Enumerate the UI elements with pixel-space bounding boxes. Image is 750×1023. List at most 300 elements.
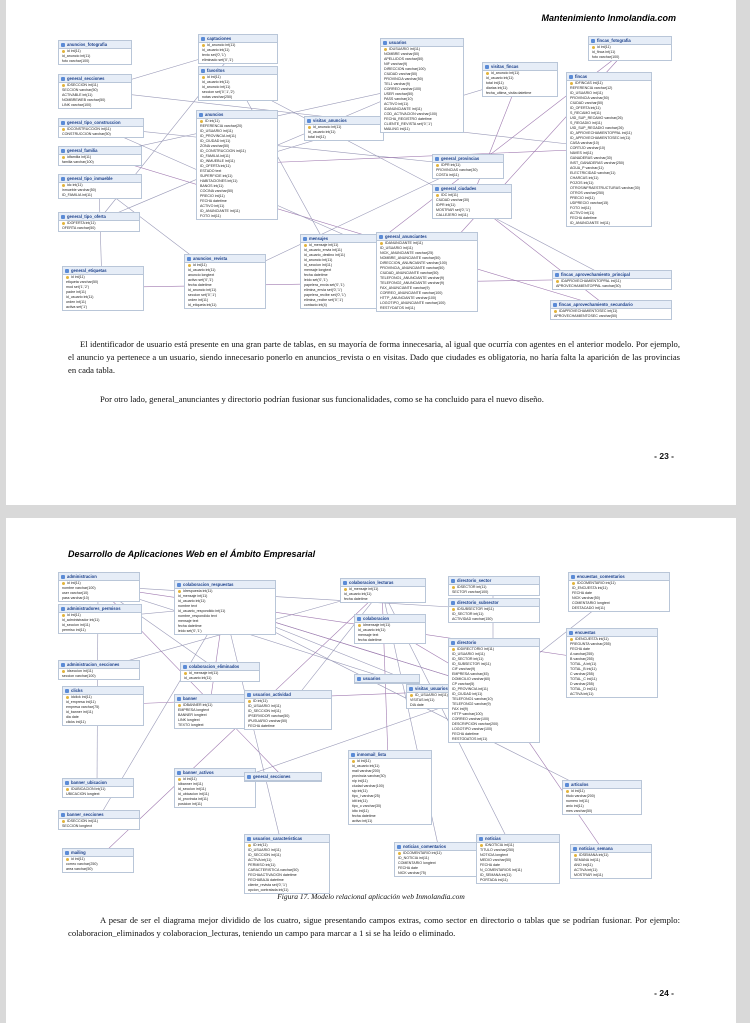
table-field: ID_USUARIO int(11): [248, 848, 281, 852]
table-anuncios-revista: [184, 254, 266, 309]
primary-key-icon: [62, 128, 65, 131]
table-field: inmueble varchar(50): [62, 188, 96, 192]
table-field: COCINA varchar(50): [200, 189, 234, 193]
table-field: NICK varchar(75): [398, 871, 426, 875]
table-field: ID_NOTICIA int(11): [398, 856, 429, 860]
table-icon: [451, 579, 455, 583]
table-field: foto varchar(100): [592, 55, 620, 59]
table-header: [245, 773, 321, 781]
table-name: usuarios: [389, 40, 407, 45]
table-field: IDC int(11): [433, 193, 511, 198]
table-field: TEXTO longtext: [178, 723, 204, 727]
table-icon: [65, 851, 69, 855]
table-icon: [187, 257, 191, 261]
table-field: TEL1 varchar(9): [384, 82, 410, 86]
primary-key-icon: [384, 48, 387, 51]
table-field: padre int(11): [66, 290, 87, 294]
table-field: clicks int(11): [66, 720, 86, 724]
table-field: FECHA date: [480, 863, 500, 867]
primary-key-icon: [62, 50, 65, 53]
table-icon: [65, 689, 69, 693]
primary-key-icon: [188, 264, 191, 267]
table-name: encuestas_comentarios: [577, 574, 625, 579]
table-field: CLIENTE_REVISTA set('0','1'): [384, 122, 433, 126]
table-field: CP varchar(5): [452, 682, 475, 686]
figure-caption: Figura 17. Modelo relacional aplicación web Inmolandia.com: [277, 892, 465, 901]
table-name: administracion_secciones: [67, 662, 120, 667]
table-field: nombre text: [178, 604, 197, 608]
table-colaboracion-lecturas: [340, 578, 426, 603]
table-field: IDBANNER int(11): [175, 703, 245, 708]
table-header: [245, 835, 329, 843]
table-field: id_usuario_respondido int(11): [178, 609, 226, 613]
table-field: PROVINCIA_ANUNCIANTE varchar(50): [380, 266, 445, 270]
table-name: mailing: [71, 850, 86, 855]
table-anuncios: [196, 110, 278, 220]
table-icon: [479, 837, 483, 841]
table-field: id_anuncio int(11): [304, 258, 333, 262]
table-field: TELEFONO2 varchar(9): [452, 702, 491, 706]
table-field: ID_USUARIO int(11): [380, 246, 413, 250]
table-field: papelera_envia set('0','1'): [304, 283, 345, 287]
table-field: COD_ACTIVACION varchar(100): [384, 112, 438, 116]
table-header: [589, 37, 671, 45]
table-icon: [247, 775, 251, 779]
primary-key-icon: [62, 820, 65, 823]
table-icon: [201, 69, 205, 73]
table-field: mail varchar(200): [352, 769, 380, 773]
table-field: COMENTARIO longtext: [398, 861, 436, 865]
relationship-line: [224, 607, 286, 864]
table-field: id_ubicacion int(11): [178, 792, 209, 796]
primary-key-icon: [480, 844, 483, 847]
table-field: A varchar(255): [570, 652, 594, 656]
table-captaciones: [198, 34, 278, 64]
table-field: diarias int(11): [486, 86, 508, 90]
table-field: ELECTRICIDAD varchar(11): [570, 171, 616, 175]
table-field: ACTIVABLE int(11): [62, 93, 93, 97]
primary-key-icon: [344, 588, 347, 591]
table-field: SEMANA int(11): [574, 858, 600, 862]
table-general-secciones: [58, 74, 132, 109]
table-field: FECHA date: [572, 591, 592, 595]
primary-key-icon: [486, 72, 489, 75]
table-icon: [351, 753, 355, 757]
table-icon: [569, 631, 573, 635]
table-field: id_seccion int(11): [178, 787, 206, 791]
table-field: ACTIVA int(11): [570, 692, 594, 696]
table-header: [59, 147, 141, 155]
table-field: CORREO varchar(100): [452, 717, 490, 721]
table-mensajes: [300, 234, 382, 309]
table-header: [197, 111, 277, 119]
table-field: id int(11): [63, 275, 143, 280]
primary-key-icon: [304, 244, 307, 247]
table-field: sip int(11): [352, 789, 368, 793]
table-icon: [307, 119, 311, 123]
table-icon: [183, 665, 187, 669]
table-field: IDDIRECTORIO int(11): [449, 647, 539, 652]
table-icon: [409, 687, 413, 691]
table-name: general_tipo_oferta: [67, 214, 106, 219]
table-field: user varchar(10): [62, 591, 89, 595]
primary-key-icon: [202, 76, 205, 79]
table-icon: [357, 617, 361, 621]
table-field: idclick int(11): [63, 695, 143, 700]
table-field: activo set('0','1'): [188, 278, 214, 282]
table-name: articulos: [571, 782, 589, 787]
table-name: visitas_anuncios: [313, 118, 347, 123]
table-administracion-secciones: [58, 660, 140, 680]
table-header: [449, 639, 539, 647]
table-header: [181, 663, 259, 671]
primary-key-icon: [572, 582, 575, 585]
table-field: APROVECHAMIENTOPPAL varchar(50): [556, 284, 621, 288]
table-field: D varchar(255): [570, 682, 594, 686]
table-field: ID int(11): [245, 843, 329, 848]
table-field: elimina_recibe set('0','1'): [304, 298, 344, 302]
table-field: id_usuario int(11): [308, 130, 336, 134]
table-field: IDSECCION int(11): [59, 83, 131, 88]
table-field: NOMBRE varchar(50): [384, 52, 420, 56]
table-field: PROVINCIAS varchar(30): [436, 168, 478, 172]
table-field: elimina_envia set('0','1'): [304, 288, 342, 292]
table-header: [349, 751, 431, 759]
table-field: DESTACADO int(11): [572, 606, 606, 610]
table-field: UID_SUP_RECAMO varchar(26): [570, 116, 623, 120]
table-field: COMENTARIO longtext: [572, 601, 610, 605]
table-field: PORTADA int(11): [480, 878, 508, 882]
table-field: IPSERVIDOR varchar(50): [248, 714, 290, 718]
primary-key-icon: [66, 858, 69, 861]
table-field: FECHA datetime: [200, 199, 227, 203]
table-field: id_usuario int(11): [486, 76, 514, 80]
table-field: numero int(11): [566, 799, 590, 803]
table-field: UBICACION longtext: [66, 792, 100, 796]
table-field: id_mensaje int(11): [301, 243, 381, 248]
primary-key-icon: [178, 590, 181, 593]
primary-key-icon: [62, 184, 65, 187]
table-field: fecha datetime: [178, 624, 202, 628]
table-field: RESTYDATOS int(11): [380, 306, 415, 310]
table-name: fincas_aprovechamiento_principal: [561, 272, 630, 277]
table-field: ACTIVO int(11): [384, 102, 409, 106]
table-field: EMPRESA varchar(45): [452, 672, 489, 676]
table-field: id int(11): [59, 613, 141, 618]
table-field: IDSUBSECTOR int(11): [449, 607, 539, 612]
table-general-provincias: [432, 154, 504, 179]
table-field: NAVES int(11): [570, 151, 593, 155]
table-general-tipo-inmueble: [58, 174, 142, 199]
table-field: contacto int(4): [304, 303, 327, 307]
table-general-ciudades: [432, 184, 512, 219]
table-field: activo int(11): [352, 819, 373, 823]
table-field: TELEFONO2_ANUNCIANTE varchar(9): [380, 281, 445, 285]
running-head: Desarrollo de Aplicaciones Web en el Ámbito Empresarial: [68, 549, 316, 559]
table-field: id_usuario int(11): [188, 268, 216, 272]
table-header: [305, 117, 383, 125]
table-field: POZOS int(11): [570, 181, 594, 185]
table-field: pass varchar(10): [62, 596, 89, 600]
table-field: mensaje longtext: [304, 268, 332, 272]
table-field: SECCION varchar(50): [62, 88, 98, 92]
table-field: VISITAS int(11): [410, 698, 435, 702]
table-icon: [485, 65, 489, 69]
primary-key-icon: [66, 696, 69, 699]
table-field: ID_SECTOR int(11): [452, 657, 484, 661]
table-field: ACTIVO int(11): [570, 211, 595, 215]
table-field: FECHA datetime: [248, 724, 275, 728]
table-field: id_usuario int(11): [202, 48, 230, 52]
table-header: [355, 615, 425, 623]
table-name: captaciones: [207, 36, 232, 41]
table-field: ID_CONSTRUCCION int(11): [200, 149, 246, 153]
table-field: id int(11): [175, 777, 255, 782]
table-icon: [201, 37, 205, 41]
table-field: NIF varchar(9): [384, 62, 408, 66]
table-field: fecha datetime: [304, 273, 328, 277]
table-header: [199, 67, 277, 75]
table-name: encuestas: [575, 630, 596, 635]
table-field: USER varchar(50): [384, 92, 414, 96]
table-field: SUPERFICIE int(11): [200, 174, 233, 178]
table-name: noticias_semana: [579, 846, 613, 851]
table-icon: [61, 121, 65, 125]
table-field: ID_USUARIO int(11): [452, 652, 485, 656]
table-header: [59, 811, 139, 819]
table-field: ACTIVO int(11): [200, 204, 225, 208]
table-name: general_tipo_inmueble: [67, 176, 113, 181]
primary-key-icon: [566, 790, 569, 793]
table-field: ID_PROVINCIA int(11): [200, 134, 237, 138]
table-field: LINK varchar(100): [62, 103, 92, 107]
table-field: id_usuario int(11): [202, 80, 230, 84]
table-field: id int(11): [349, 759, 431, 764]
table-name: banner_ubicacion: [71, 780, 107, 785]
primary-key-icon: [200, 120, 203, 123]
table-field: id int(11): [199, 75, 277, 80]
table-field: IDSECTOR int(11): [449, 585, 539, 590]
table-icon: [61, 813, 65, 817]
table-encuestas: [566, 628, 658, 698]
table-name: colaboracion: [363, 616, 390, 621]
table-name: administracion: [67, 574, 97, 579]
table-field: dia date: [66, 715, 79, 719]
table-header: [59, 175, 141, 183]
table-field: id_mensaje int(11): [181, 671, 259, 676]
table-header: [563, 781, 641, 789]
primary-key-icon: [248, 844, 251, 847]
table-field: HTTP varchar(100): [452, 712, 483, 716]
table-icon: [199, 113, 203, 117]
table-field: TOTAL_D int(11): [570, 687, 597, 691]
table-field: FOTO int(11): [200, 214, 221, 218]
table-field: IDUBICACION int(11): [63, 787, 133, 792]
primary-key-icon: [352, 760, 355, 763]
primary-key-icon: [570, 82, 573, 85]
table-field: nombre_respondido text: [178, 614, 217, 618]
table-icon: [65, 781, 69, 785]
table-usuarios-actividad: [244, 690, 332, 730]
table-name: banner_secciones: [67, 812, 104, 817]
primary-key-icon: [380, 242, 383, 245]
table-header: [63, 779, 133, 787]
table-name: noticias: [485, 836, 501, 841]
table-colaboracion: [354, 614, 426, 644]
table-header: [59, 213, 139, 221]
table-field: id_anuncio int(11): [188, 288, 217, 292]
table-icon: [565, 783, 569, 787]
table-field: activa set('1'): [66, 305, 87, 309]
table-header: [449, 577, 539, 585]
table-field: HABITACIONES int(11): [200, 179, 238, 183]
table-field: mod set('1','2'): [66, 285, 89, 289]
primary-key-icon: [62, 84, 65, 87]
table-name: colaboracion_eliminados: [189, 664, 240, 669]
table-name: anuncios_fotografia: [67, 42, 108, 47]
table-icon: [569, 75, 573, 79]
table-name: noticias_comentarios: [403, 844, 447, 849]
table-field: UDPRECIO varchar(15): [570, 201, 609, 205]
table-icon: [65, 269, 69, 273]
table-field: familia varchar(100): [62, 160, 94, 164]
table-field: ID_OFERTA int(11): [570, 106, 601, 110]
table-field: ID_SUBSECTOR int(11): [452, 662, 491, 666]
table-field: IDUSUARIO int(11): [381, 47, 463, 52]
table-field: id_mensaje int(11): [341, 587, 425, 592]
body-paragraph: Por otro lado, general_anunciantes y directorio podrían fusionar sus funcionalidades, como se ha concluido para el nuevo diseño.: [100, 394, 544, 404]
table-name: banner: [183, 696, 197, 701]
table-icon: [379, 235, 383, 239]
table-directorio-subsector: [448, 598, 540, 623]
table-field: PROVINCIA varchar(50): [384, 77, 423, 81]
table-field: orden int(11): [66, 300, 87, 304]
table-field: id_usuario int(11): [184, 676, 212, 680]
table-icon: [61, 215, 65, 219]
table-noticias: [476, 834, 560, 884]
table-field: CIUDAD_ANUNCIANTE varchar(50): [380, 271, 439, 275]
table-field: cliente_revista set('0','1'): [248, 883, 287, 887]
primary-key-icon: [66, 276, 69, 279]
table-field: ID_APROVECHAMIENTOSEC int(11): [570, 136, 631, 140]
table-header: [175, 695, 245, 703]
primary-key-icon: [66, 788, 69, 791]
table-icon: [61, 43, 65, 47]
table-icon: [383, 41, 387, 45]
table-field: id int(11): [59, 49, 131, 54]
primary-key-icon: [574, 854, 577, 857]
table-field: id_etiqueta int(11): [188, 303, 217, 307]
table-header: [483, 63, 557, 71]
table-field: UID_SUP_REGADIO varchar(26): [570, 126, 624, 130]
table-banner-secciones: [58, 810, 140, 830]
table-header: [567, 73, 651, 81]
table-field: CORREO_ANUNCIANTE varchar(100): [380, 291, 443, 295]
table-fincas: [566, 72, 652, 227]
table-name: colaboracion_respuestas: [183, 582, 234, 587]
table-field: leido set('0','1'): [178, 629, 202, 633]
table-colaboracion-eliminados: [180, 662, 260, 682]
table-field: foto varchar(100): [62, 59, 90, 63]
table-field: ESTADO text: [200, 169, 222, 173]
table-field: RESTODATOS int(11): [452, 737, 488, 741]
table-field: idrespuesta int(11): [175, 589, 275, 594]
table-name: visitas_usuarios: [415, 686, 448, 691]
table-icon: [571, 575, 575, 579]
table-field: FAX_ANUNCIANTE varchar(9): [380, 286, 430, 290]
table-name: visitas_fincas: [491, 64, 519, 69]
table-mailing: [62, 848, 134, 873]
table-field: ID_ANUNCIANTE int(11): [570, 221, 610, 225]
table-icon: [177, 583, 181, 587]
table-header: [63, 267, 143, 275]
table-field: IDCOMENTARIO int(11): [569, 581, 669, 586]
table-name: banner_activos: [183, 770, 214, 775]
primary-key-icon: [62, 670, 65, 673]
table-field: FECHA date: [398, 866, 418, 870]
table-icon: [177, 771, 181, 775]
table-field: FECHA_REGISTRO datetime: [384, 117, 432, 121]
table-icon: [591, 39, 595, 43]
table-header: [175, 769, 255, 777]
table-field: id_usuario int(11): [358, 628, 386, 632]
table-field: empresa varchar(75): [66, 705, 100, 709]
table-field: DESCRIPCION varchar(200): [452, 722, 499, 726]
table-field: BANOS int(11): [200, 184, 224, 188]
table-field: TELEFONO1 varchar(10): [452, 697, 493, 701]
primary-key-icon: [178, 704, 181, 707]
table-field: GANADERAS varchar(30): [570, 156, 612, 160]
table-field: FAX int(9): [452, 707, 468, 711]
table-field: id_seccion int(11): [304, 263, 332, 267]
table-field: idc int(11): [59, 183, 141, 188]
table-field: idbanner int(11): [178, 782, 203, 786]
table-general-familia: [58, 146, 142, 166]
table-field: COSTA int(11): [436, 173, 459, 177]
table-field: ID_CIUDAD int(11): [452, 692, 483, 696]
table-field: CORREO varchar(100): [384, 87, 422, 91]
table-field: id_banner int(11): [66, 710, 93, 714]
table-usuarios: [380, 38, 464, 133]
table-field: fecha datetime: [358, 638, 382, 642]
page-23: [6, 0, 736, 505]
table-icon: [435, 187, 439, 191]
table-field: SECTOR varchar(100): [452, 590, 489, 594]
table-field: N_COMENTARIOS int(11): [480, 868, 522, 872]
table-field: provincia varchar(30): [352, 774, 386, 778]
table-field: ID int(11): [245, 699, 331, 704]
table-field: seccion set('0','1','2'): [202, 90, 235, 94]
table-directorio: [448, 638, 540, 743]
table-name: favoritos: [207, 68, 225, 73]
table-clicks: [62, 686, 144, 726]
table-name: usuarios_caracteristicas: [253, 836, 303, 841]
table-field: MOSTRAR int(11): [574, 873, 603, 877]
table-field: ID_PROVINCIA int(11): [452, 687, 489, 691]
table-name: fincas_fotografia: [597, 38, 631, 43]
table-field: ACTIVA int(11): [248, 858, 272, 862]
table-field: id_provincia int(11): [178, 797, 209, 801]
table-field: PASS varchar(10): [384, 97, 413, 101]
running-head: Mantenimiento Inmolandia.com: [541, 13, 676, 23]
relationship-line: [236, 149, 608, 165]
table-icon: [397, 845, 401, 849]
table-name: anuncios: [205, 112, 224, 117]
table-header: [341, 579, 425, 587]
table-field: nombre varchar(100): [62, 586, 96, 590]
table-field: MEDIO varchar(50): [480, 858, 512, 862]
table-field: IDAPROVECHAMIENTOSEC int(11): [551, 309, 671, 314]
